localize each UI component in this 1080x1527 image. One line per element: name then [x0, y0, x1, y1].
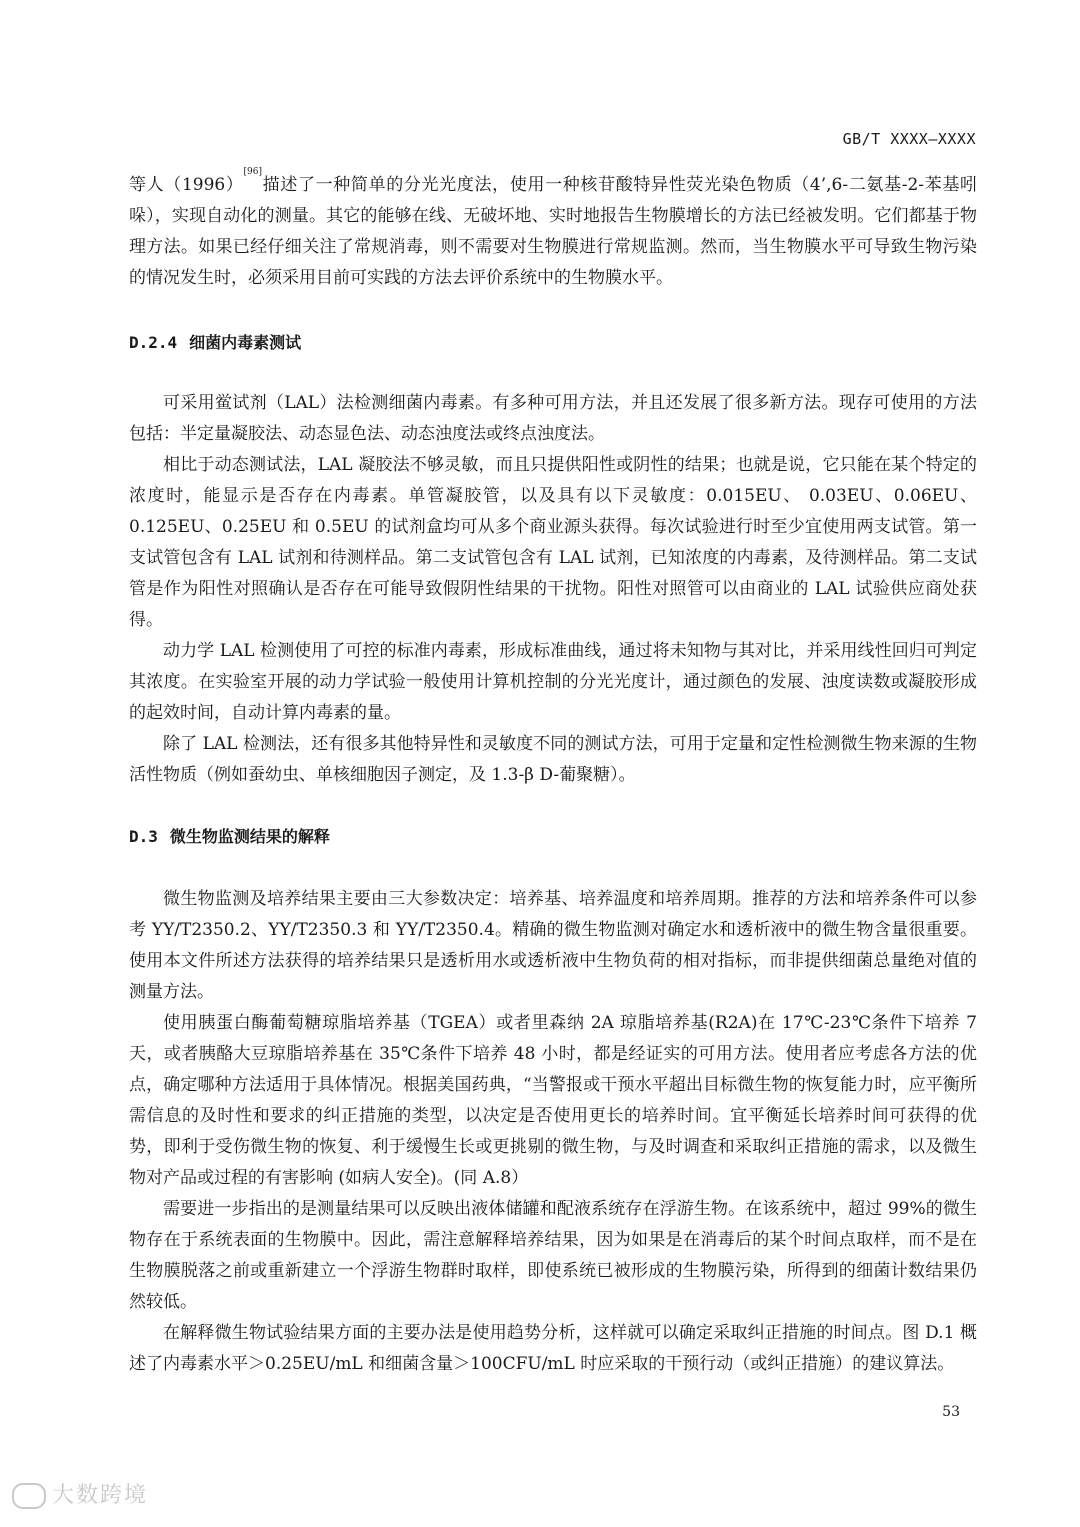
paragraph: 可采用鲎试剂（LAL）法检测细菌内毒素。有多种可用方法，并且还发展了很多新方法。现存可使用的方法包括：半定量凝胶法、动态显色法、动态浊度法或终点浊度法。	[129, 393, 977, 444]
section-title: 微生物监测结果的解释	[169, 827, 330, 846]
paragraph: 相比于动态测试法，LAL 凝胶法不够灵敏，而且只提供阳性或阴性的结果；也就是说，它只能在某个特定的浓度时，能显示是否存在内毒素。单管凝胶管，以及具有以下灵敏度：0.015EU、 0.03EU、0.06EU、0.125EU、0.25EU 和 0.5EU 的试剂盒均可从多个商业源头获得。每次试验进行时至少宜使用两支试管。第一支试管包含有 LAL 试剂和待测样品。第二支试管包含有 LAL 试剂，已知浓度的内毒素，及待测样品。第二支试管是作为阳性对照确认是否存在可能导致假阴性结果的干扰物。阳性对照管可以由商业的 LAL 试验供应商处获得。	[129, 455, 977, 630]
paragraph: 微生物监测及培养结果主要由三大参数决定：培养基、培养温度和培养周期。推荐的方法和培养条件可以参考 YY/T2350.2、YY/T2350.3 和 YY/T2350.4。精确的微生物监测对确定水和透析液中的微生物含量很重要。使用本文件所述方法获得的培养结果只是透析用水或透析液中生物负荷的相对指标，而非提供细菌总量绝对值的测量方法。	[129, 889, 977, 1002]
watermark-text: 大数跨境	[52, 1483, 149, 1508]
section-number: D.2.4	[129, 333, 178, 352]
paragraph: 需要进一步指出的是测量结果可以反映出液体储罐和配液系统存在浮游生物。在该系统中，超过 99%的微生物存在于系统表面的生物膜中。因此，需注意解释培养结果，因为如果是在消毒后的某个时间点取样，而不是在生物膜脱落之前或重新建立一个浮游生物群时取样，即使系统已被形成的生物膜污染，所得到的细菌计数结果仍然较低。	[129, 1199, 977, 1312]
paragraph: 在解释微生物试验结果方面的主要办法是使用趋势分析，这样就可以确定采取纠正措施的时间点。图 D.1 概述了内毒素水平＞0.25EU/mL 和细菌含量＞100CFU/mL 时应采取的干预行动（或纠正措施）的建议算法。	[129, 1323, 977, 1374]
paragraph: 动力学 LAL 检测使用了可控的标准内毒素，形成标准曲线，通过将未知物与其对比，并采用线性回归可判定其浓度。在实验室开展的动力学试验一般使用计算机控制的分光光度计，通过颜色的发展、浊度读数或凝胶形成的起效时间，自动计算内毒素的量。	[129, 641, 977, 723]
paragraph: 除了 LAL 检测法，还有很多其他特异性和灵敏度不同的测试方法，可用于定量和定性检测微生物来源的生物活性物质（例如蚕幼虫、单核细胞因子测定，及 1.3-β D-葡聚糖）。	[129, 734, 977, 785]
section-heading-d3	[129, 825, 977, 849]
page-content	[129, 167, 977, 1380]
citation-superscript: [96]	[243, 167, 263, 177]
intro-paragraph	[129, 167, 977, 294]
section-number: D.3	[129, 827, 158, 846]
section-heading-d24	[129, 331, 977, 355]
watermark-logo-icon	[12, 1483, 46, 1509]
watermark	[12, 1478, 148, 1509]
intro-text-start: 等人（1996）	[129, 175, 244, 195]
section-title: 细菌内毒素测试	[189, 333, 302, 352]
page-number: 53	[942, 1404, 960, 1420]
paragraph: 使用胰蛋白酶葡萄糖琼脂培养基（TGEA）或者里森纳 2A 琼脂培养基(R2A)在 17℃-23℃条件下培养 7 天，或者胰酪大豆琼脂培养基在 35℃条件下培养 48 小时，都是经证实的可用方法。使用者应考虑各方法的优点，确定哪种方法适用于具体情况。根据美国药典，“当警报或干预水平超出目标微生物的恢复能力时，应平衡所需信息的及时性和要求的纠正措施的类型，以决定是否使用更长的培养时间。宜平衡延长培养时间可获得的优势，即利于受伤微生物的恢复、利于缓慢生长或更挑剔的微生物，与及时调查和采取纠正措施的需求，以及微生物对产品或过程的有害影响 (如病人安全)。(同 A.8）	[129, 1013, 977, 1188]
intro-text-rest: 描述了一种简单的分光光度法，使用一种核苷酸特异性荧光染色物质（4’,6-二氨基-2-苯基吲哚），实现自动化的测量。其它的能够在线、无破坏地、实时地报告生物膜增长的方法已经被发明。它们都基于物理方法。如果已经仔细关注了常规消毒，则不需要对生物膜进行常规监测。然而，当生物膜水平可导致生物污染的情况发生时，必须采用目前可实践的方法去评价系统中的生物膜水平。	[129, 175, 977, 288]
document-code: GB/T XXXX—XXXX	[842, 130, 976, 148]
